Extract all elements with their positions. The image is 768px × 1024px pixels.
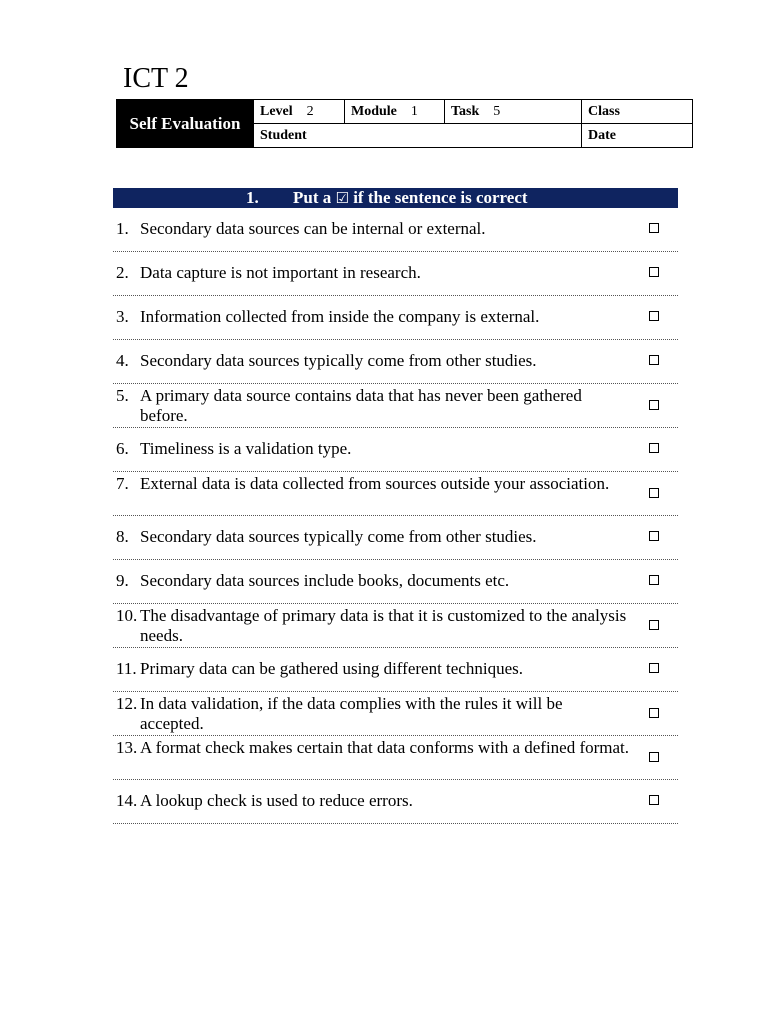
list-item [113, 428, 678, 472]
module-value: 1 [410, 103, 418, 119]
module-cell [345, 100, 445, 124]
answer-checkbox[interactable] [649, 795, 659, 805]
student-label: Student [260, 127, 307, 143]
answer-checkbox[interactable] [649, 223, 659, 233]
item-number: 3. [116, 307, 129, 326]
item-number: 4. [116, 351, 129, 370]
list-item [113, 780, 678, 824]
answer-checkbox[interactable] [649, 311, 659, 321]
answer-checkbox[interactable] [649, 488, 659, 498]
item-number: 12. [116, 694, 138, 713]
self-evaluation-label: Self Evaluation [117, 100, 254, 148]
section-heading [113, 188, 678, 208]
list-item [113, 340, 678, 384]
item-number: 2. [116, 263, 129, 282]
item-text: Data capture is not important in research. [140, 263, 421, 282]
item-text: Secondary data sources typically come from other studies. [140, 527, 537, 546]
evaluation-header-table [116, 99, 693, 148]
item-number: 11. [116, 659, 137, 678]
list-item [113, 516, 678, 560]
answer-checkbox[interactable] [649, 531, 659, 541]
list-item [113, 472, 678, 516]
answer-checkbox[interactable] [649, 663, 659, 673]
item-number: 8. [116, 527, 129, 546]
list-item [113, 648, 678, 692]
page-title: ICT 2 [123, 63, 189, 94]
list-item [113, 384, 678, 428]
item-number: 7. [116, 474, 129, 493]
item-text: In data validation, if the data complies with the rules it will be accepted. [140, 694, 563, 733]
date-cell[interactable] [582, 124, 693, 148]
module-label: Module [351, 103, 397, 119]
list-item [113, 252, 678, 296]
list-item [113, 560, 678, 604]
task-cell [445, 100, 582, 124]
section-number: 1. [246, 188, 259, 207]
item-text: A format check makes certain that data conforms with a defined format. [140, 738, 630, 757]
item-text: External data is data collected from sources outside your association. [140, 474, 610, 493]
statement-list [113, 208, 678, 824]
answer-checkbox[interactable] [649, 355, 659, 365]
item-number: 13. [116, 738, 138, 757]
item-text: Secondary data sources include books, documents etc. [140, 571, 510, 590]
level-label: Level [260, 103, 293, 119]
item-text: Secondary data sources can be internal or external. [140, 219, 486, 238]
list-item [113, 208, 678, 252]
item-text: Information collected from inside the company is external. [140, 307, 540, 326]
student-cell[interactable] [254, 124, 582, 148]
answer-checkbox[interactable] [649, 575, 659, 585]
level-cell [254, 100, 345, 124]
class-label: Class [588, 103, 620, 119]
answer-checkbox[interactable] [649, 267, 659, 277]
class-cell[interactable] [582, 100, 693, 124]
item-number: 1. [116, 219, 129, 238]
task-value: 5 [493, 103, 501, 119]
item-text: A lookup check is used to reduce errors. [140, 791, 413, 810]
item-number: 6. [116, 439, 129, 458]
item-text: Secondary data sources typically come from other studies. [140, 351, 537, 370]
checkbox-checked-icon: ☑ [335, 189, 349, 207]
level-value: 2 [306, 103, 314, 119]
item-text: A primary data source contains data that has never been gathered before. [140, 386, 582, 425]
item-number: 9. [116, 571, 129, 590]
section-text-after: if the sentence is correct [353, 188, 528, 207]
section-text-before: Put a [293, 188, 332, 207]
answer-checkbox[interactable] [649, 708, 659, 718]
item-number: 5. [116, 386, 129, 405]
item-number: 14. [116, 791, 138, 810]
item-number: 10. [116, 606, 138, 625]
answer-checkbox[interactable] [649, 443, 659, 453]
item-text: The disadvantage of primary data is that it is customized to the analysis needs. [140, 606, 627, 645]
date-label: Date [588, 127, 616, 143]
section-instruction [293, 188, 528, 208]
answer-checkbox[interactable] [649, 752, 659, 762]
task-label: Task [451, 103, 480, 119]
item-text: Timeliness is a validation type. [140, 439, 352, 458]
list-item [113, 736, 678, 780]
list-item [113, 604, 678, 648]
answer-checkbox[interactable] [649, 400, 659, 410]
list-item [113, 296, 678, 340]
list-item [113, 692, 678, 736]
item-text: Primary data can be gathered using different techniques. [140, 659, 523, 678]
answer-checkbox[interactable] [649, 620, 659, 630]
